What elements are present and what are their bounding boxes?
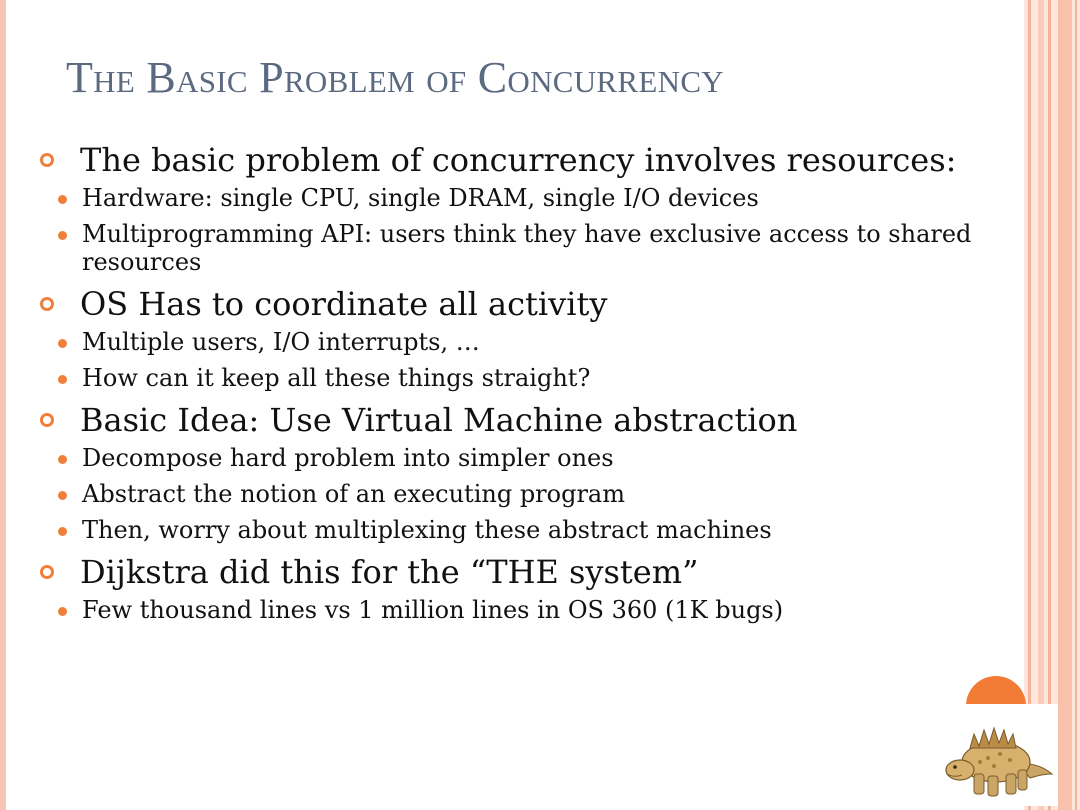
orange-dot-bullet-icon [58,375,67,384]
sub-bullet-item [40,220,1040,276]
sub-bullet-text: Abstract the notion of an executing program [82,480,625,508]
frame-stripe [1075,0,1077,810]
slide-title: The Basic Problem of Concurrency [66,53,724,102]
sub-bullet-item [40,184,1040,212]
sub-bullet-text: Decompose hard problem into simpler ones [82,444,614,472]
orange-ring-bullet-icon [40,297,54,311]
sub-bullet-list [40,596,1040,624]
orange-ring-bullet-icon [40,153,54,167]
sub-bullet-item [40,480,1040,508]
sub-bullet-text: Multiple users, I/O interrupts, … [82,328,480,356]
orange-dot-bullet-icon [58,455,67,464]
orange-dot-bullet-icon [58,607,67,616]
sub-bullet-list [40,444,1040,544]
dinosaur-drawing [930,704,1058,806]
orange-dot-bullet-icon [58,491,67,500]
sub-bullet-text: Multiprogramming API: users think they have exclusive access to shared resources [82,220,972,276]
sub-bullet-list [40,184,1040,276]
bullet-text: OS Has to coordinate all activity [80,285,608,323]
sub-bullet-list [40,328,1040,392]
sub-bullet-item [40,444,1040,472]
orange-dot-bullet-icon [58,231,67,240]
orange-ring-bullet-icon [40,413,54,427]
sub-bullet-item [40,364,1040,392]
frame-stripe [1058,0,1072,810]
sub-bullet-text: Then, worry about multiplexing these abstract machines [82,516,772,544]
sub-bullet-item [40,516,1040,544]
bullet-item [40,140,1040,180]
sub-bullet-item [40,596,1040,624]
bullet-text: Dijkstra did this for the “THE system” [80,553,699,591]
dinosaur-icon [930,704,1058,806]
bullet-item [40,284,1040,324]
orange-ring-bullet-icon [40,565,54,579]
left-frame-border [0,0,6,810]
sub-bullet-text: Hardware: single CPU, single DRAM, single I/O devices [82,184,759,212]
orange-dot-bullet-icon [58,527,67,536]
orange-dot-bullet-icon [58,195,67,204]
orange-dot-bullet-icon [58,339,67,348]
bullet-item [40,400,1040,440]
bullet-item [40,552,1040,592]
bullet-list [40,140,1040,632]
frame-stripe [1048,0,1051,810]
bullet-text: Basic Idea: Use Virtual Machine abstraction [80,401,798,439]
sub-bullet-text: Few thousand lines vs 1 million lines in OS 360 (1K bugs) [82,596,784,624]
sub-bullet-text: How can it keep all these things straight? [82,364,591,392]
sub-bullet-item [40,328,1040,356]
bullet-text: The basic problem of concurrency involves resources: [80,141,957,179]
